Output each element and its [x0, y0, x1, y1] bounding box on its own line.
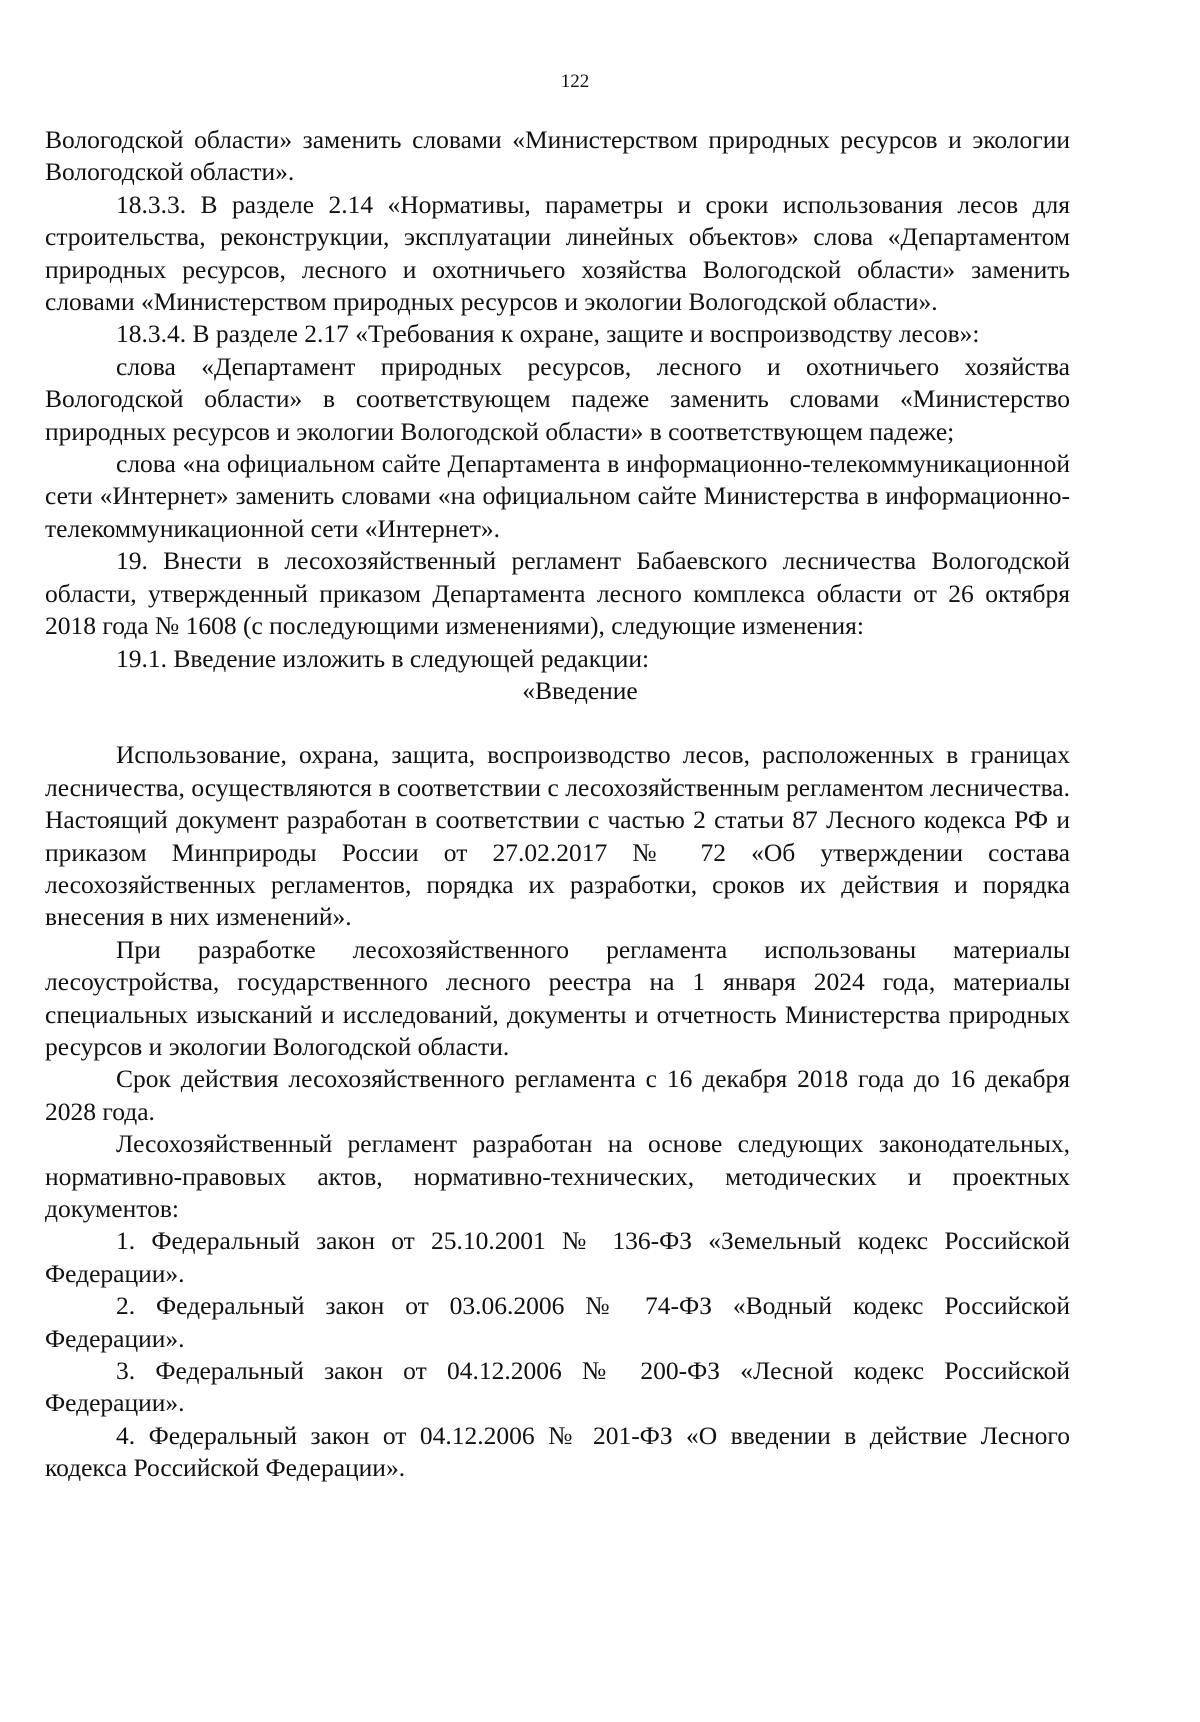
- section-heading-introduction: «Введение: [522, 675, 638, 705]
- list-item-1: 1. Федеральный закон от 25.10.2001 № 136-ФЗ «Земельный кодекс Российской Федерации».: [45, 1226, 1070, 1288]
- paragraph-18-3-4: 18.3.4. В разделе 2.17 «Требования к охране, защите и воспроизводству лесов»:: [116, 319, 980, 349]
- list-item-2: 2. Федеральный закон от 03.06.2006 № 74-ФЗ «Водный кодекс Российской Федерации».: [45, 1291, 1070, 1353]
- paragraph-intro-materials: При разработке лесохозяйственного регламента использованы материалы лесоустройства, государственного лесного реестра на 1 января 2024 года, материалы специальных изысканий и исследований, документы и отчетность Министерства природных ресурсов и экологии Вологодской области.: [45, 934, 1070, 1061]
- paragraph-words-website: слова «на официальном сайте Департамента в информационно-телекоммуникационной сети «Интернет» заменить словами «на официальном сайте Министерства в информационно-телекоммуникационной сети «Интернет».: [45, 449, 1070, 543]
- paragraph-words-department: слова «Департамент природных ресурсов, лесного и охотничьего хозяйства Вологодской области» в соответствующем падеже заменить словами «Министерство природных ресурсов и экологии Вологодской области» в соответствующем падеже;: [45, 351, 1070, 446]
- paragraph-intro-usage: Использование, охрана, защита, воспроизводство лесов, расположенных в границах лесничества, осуществляются в соответствии с лесохозяйственным регламентом лесничества. Настоящий документ разработан в соответствии с частью 2 статьи 87 Лесного кодекса РФ и приказом Минприроды России от 27.02.2017 № 72 «Об утверждении состава лесохозяйственных регламентов, порядка их разработки, сроков их действия и порядка внесения в них изменений».: [45, 740, 1070, 932]
- paragraph-intro-basis: Лесохозяйственный регламент разработан на основе следующих законодательных, нормативно-правовых актов, нормативно-технических, методических и проектных документов:: [45, 1129, 1070, 1223]
- paragraph-continuation: Вологодской области» заменить словами «Министерством природных ресурсов и экологии Вологодской области».: [45, 125, 1070, 187]
- paragraph-18-3-3: 18.3.3. В разделе 2.14 «Нормативы, параметры и сроки использования лесов для строительства, реконструкции, эксплуатации линейных объектов» слова «Департаментом природных ресурсов, лесного и охотничьего хозяйства Вологодской области» заменить словами «Министерством природных ресурсов и экологии Вологодской области».: [45, 189, 1070, 317]
- paragraph-19-1: 19.1. Введение изложить в следующей редакции:: [116, 643, 650, 673]
- page-number: 122: [560, 71, 590, 92]
- document-page: [45, 70, 1070, 1485]
- list-item-3: 3. Федеральный закон от 04.12.2006 № 200-ФЗ «Лесной кодекс Российской Федерации».: [45, 1356, 1070, 1418]
- paragraph-19: 19. Внести в лесохозяйственный регламент Бабаевского лесничества Вологодской области, утвержденный приказом Департамента лесного комплекса области от 26 октября 2018 года № 1608 (с последующими изменениями), следующие изменения:: [45, 546, 1070, 641]
- list-item-4: 4. Федеральный закон от 04.12.2006 № 201-ФЗ «О введении в действие Лесного кодекса Российской Федерации».: [45, 1420, 1070, 1483]
- paragraph-intro-term: Срок действия лесохозяйственного регламента с 16 декабря 2018 года до 16 декабря 2028 года.: [45, 1064, 1070, 1126]
